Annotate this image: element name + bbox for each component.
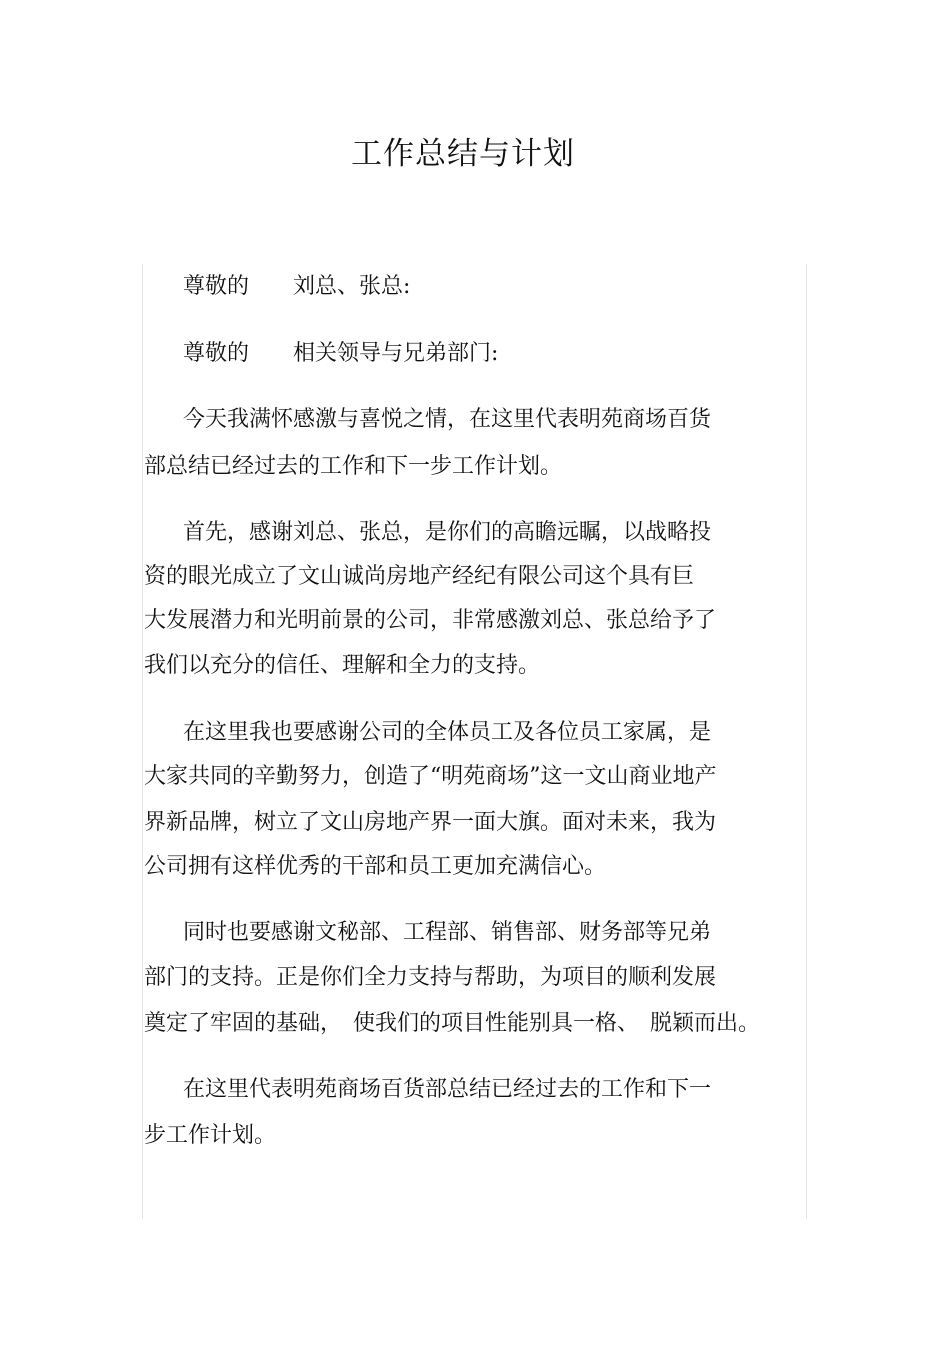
salutation-line-2: 尊敬的 相关领导与兄弟部门: — [183, 341, 499, 366]
paragraph-5-line-2: 步工作计划。 — [144, 1123, 277, 1148]
paragraph-5-line-1: 在这里代表明苑商场百货部总结已经过去的工作和下一 — [183, 1077, 712, 1102]
document-title: 工作总结与计划 — [351, 136, 575, 172]
paragraph-3-line-1: 在这里我也要感谢公司的全体员工及各位员工家属，是 — [183, 720, 712, 745]
paragraph-3-line-2: 大家共同的辛勤努力，创造了“明苑商场”这一文山商业地产 — [144, 764, 717, 789]
paragraph-4-line-2: 部门的支持。正是你们全力支持与帮助，为项目的顺利发展 — [144, 965, 717, 990]
paragraph-3-line-3: 界新品牌，树立了文山房地产界一面大旗。面对未来，我为 — [144, 810, 717, 835]
paragraph-3-line-4: 公司拥有这样优秀的干部和员工更加充满信心。 — [144, 854, 607, 879]
paragraph-2-line-3: 大发展潜力和光明前景的公司，非常感激刘总、张总给予了 — [144, 608, 717, 633]
paragraph-2-line-1: 首先，感谢刘总、张总，是你们的高瞻远瞩，以战略投 — [183, 520, 712, 545]
paragraph-2-line-2: 资的眼光成立了文山诚尚房地产经纪有限公司这个具有巨 — [144, 564, 695, 589]
paragraph-4-line-1: 同时也要感谢文秘部、工程部、销售部、财务部等兄弟 — [183, 920, 712, 945]
salutation-line-1: 尊敬的 刘总、张总: — [183, 274, 411, 299]
paragraph-4-line-3: 奠定了牢固的基础， 使我们的项目性能别具一格、 脱颖而出。 — [144, 1011, 761, 1036]
paragraph-2-line-4: 我们以充分的信任、理解和全力的支持。 — [144, 653, 541, 678]
paragraph-1-line-1: 今天我满怀感激与喜悦之情，在这里代表明苑商场百货 — [183, 407, 712, 432]
paragraph-1-line-2: 部总结已经过去的工作和下一步工作计划。 — [144, 454, 563, 479]
